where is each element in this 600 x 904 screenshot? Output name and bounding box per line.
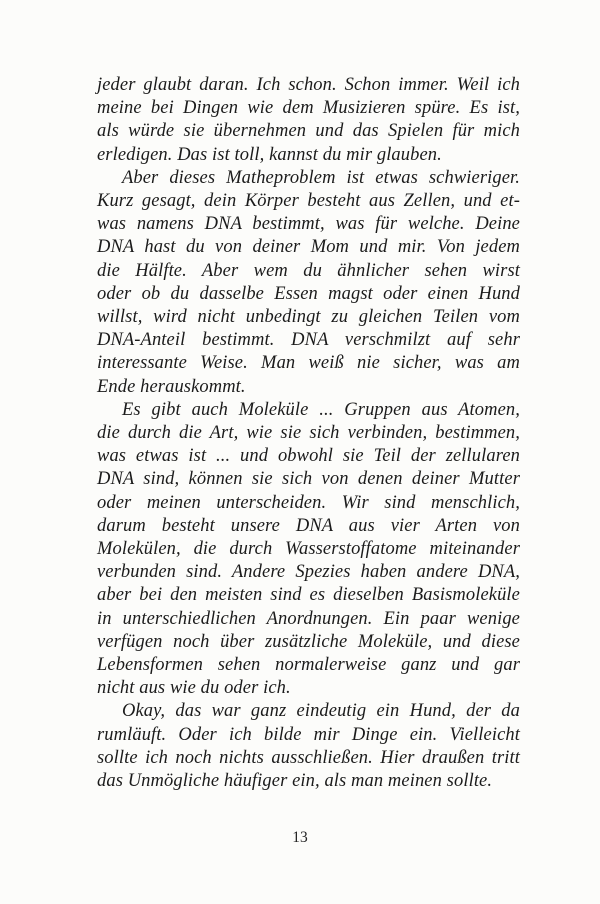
text-line: die Hälfte. Aber wem du ähnlicher sehen wirst <box>97 260 520 281</box>
page-number: 13 <box>292 829 308 846</box>
text-line: interessante Weise. Man weiß nie sicher, was am <box>97 353 520 374</box>
text-line: in unterschiedlichen Anordnungen. Ein paar wenige <box>97 608 520 629</box>
text-line: DNA-Anteil bestimmt. DNA verschmilzt auf sehr <box>97 330 520 351</box>
text-line: aber bei den meisten sind es dieselben Basismoleküle <box>97 585 520 606</box>
text-line: Es gibt auch Moleküle ... Gruppen aus Atomen, <box>122 399 520 420</box>
paragraph <box>97 74 520 167</box>
text-line: Molekülen, die durch Wasserstoffatome miteinander <box>97 539 520 560</box>
text-line: oder meinen unterscheiden. Wir sind menschlich, <box>97 492 520 513</box>
text-line: Aber dieses Matheproblem ist etwas schwieriger. <box>122 167 520 188</box>
text-line: Lebensformen sehen normalerweise ganz und gar <box>97 655 520 676</box>
text-line: darum besteht unsere DNA aus vier Arten von <box>97 515 520 536</box>
text-line: oder ob du dasselbe Essen magst oder einen Hund <box>97 283 520 304</box>
text-line: Kurz gesagt, dein Körper besteht aus Zellen, und et- <box>97 191 520 212</box>
text-line: verbunden sind. Andere Spezies haben andere DNA, <box>97 562 520 583</box>
text-line: als würde sie übernehmen und das Spielen für mich <box>97 121 520 142</box>
text-line: willst, wird nicht unbedingt zu gleichen Teilen vom <box>97 307 520 328</box>
text-line: was namens DNA bestimmt, was für welche. Deine <box>97 214 520 235</box>
text-line: was etwas ist ... und obwohl sie Teil der zellularen <box>97 446 520 467</box>
text-line: meine bei Dingen wie dem Musizieren spüre. Es ist, <box>97 98 520 119</box>
paragraph <box>97 167 520 399</box>
text-line: sollte ich noch nichts ausschließen. Hier draußen tritt <box>97 747 520 768</box>
text-line: erledigen. Das ist toll, kannst du mir glauben. <box>97 144 442 165</box>
paragraph <box>97 399 520 701</box>
text-line: jeder glaubt daran. Ich schon. Schon immer. Weil ich <box>97 75 520 95</box>
page-text <box>97 74 520 793</box>
text-line: DNA sind, können sie sich von denen deiner Mutter <box>97 469 520 490</box>
text-line: das Unmögliche häufiger ein, als man meinen sollte. <box>97 771 493 792</box>
text-line: DNA hast du von deiner Mom und mir. Von jedem <box>97 237 520 258</box>
text-line: rumläuft. Oder ich bilde mir Dinge ein. Vielleicht <box>97 724 520 745</box>
text-line: verfügen noch über zusätzliche Moleküle, und diese <box>97 631 520 652</box>
paragraph <box>97 700 520 793</box>
text-line: die durch die Art, wie sie sich verbinden, bestimmen, <box>97 423 520 444</box>
text-line: nicht aus wie du oder ich. <box>97 678 291 699</box>
text-line: Okay, das war ganz eindeutig ein Hund, der da <box>122 701 520 722</box>
text-line: Ende herauskommt. <box>97 376 246 397</box>
